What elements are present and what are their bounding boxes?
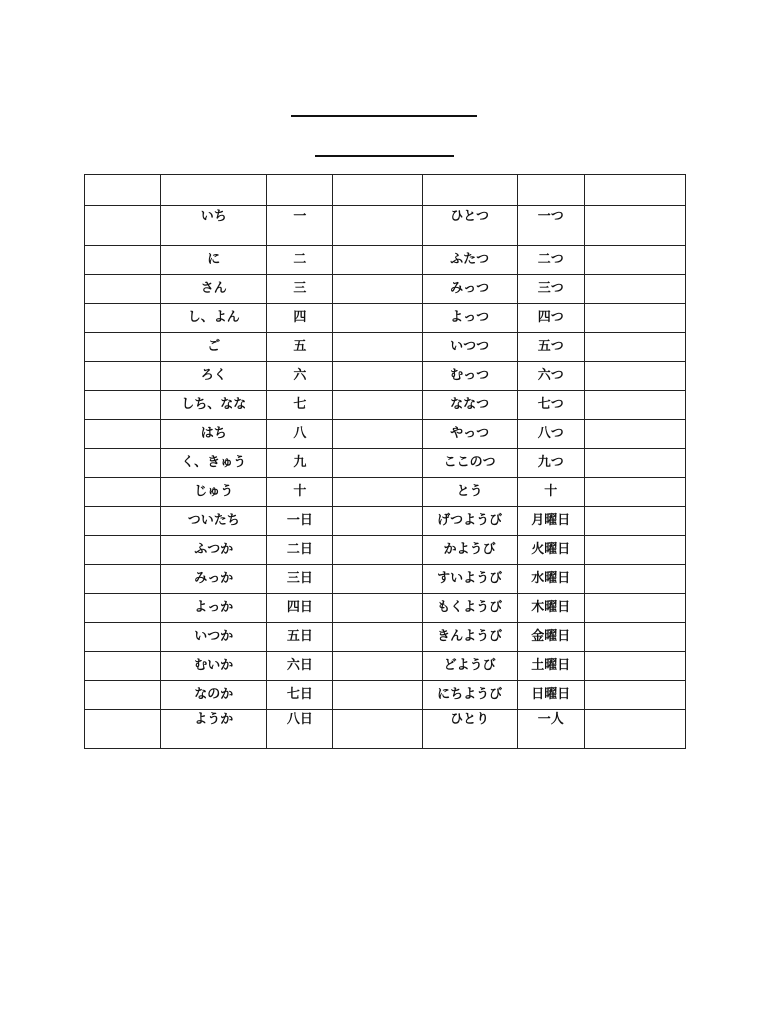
counter-reading-cell: むっつ: [422, 362, 517, 391]
kanji-cell: 二日: [267, 536, 333, 565]
blank-cell: [333, 478, 422, 507]
blank-cell: [333, 565, 422, 594]
counter-reading-cell: にちようび: [422, 681, 517, 710]
blank-cell: [85, 275, 161, 304]
blank-cell: [584, 536, 685, 565]
blank-cell: [333, 594, 422, 623]
counter-kanji-cell: 四つ: [517, 304, 584, 333]
blank-cell: [333, 275, 422, 304]
blank-cell: [584, 333, 685, 362]
table-row: [85, 507, 686, 536]
blank-cell: [584, 362, 685, 391]
reading-cell: しち、なな: [161, 391, 267, 420]
counter-kanji-cell: 日曜日: [517, 681, 584, 710]
reading-cell: さん: [161, 275, 267, 304]
blank-cell: [85, 478, 161, 507]
blank-cell: [584, 420, 685, 449]
kanji-cell: 四日: [267, 594, 333, 623]
kanji-cell: 五日: [267, 623, 333, 652]
table-row: [85, 710, 686, 749]
reading-cell: ようか: [161, 710, 267, 749]
reading-cell: し、よん: [161, 304, 267, 333]
kanji-cell: 二: [267, 246, 333, 275]
blank-cell: [85, 362, 161, 391]
blank-cell: [333, 246, 422, 275]
blank-cell: [85, 246, 161, 275]
reading-cell: いつか: [161, 623, 267, 652]
kanji-cell: 九: [267, 449, 333, 478]
table-row: [85, 333, 686, 362]
blank-cell: [584, 175, 685, 206]
blank-cell: [85, 175, 161, 206]
table-row: [85, 594, 686, 623]
table-row: [85, 246, 686, 275]
reading-cell: く、きゅう: [161, 449, 267, 478]
blank-cell: [584, 304, 685, 333]
counter-reading-cell: いつつ: [422, 333, 517, 362]
blank-cell: [85, 652, 161, 681]
counter-kanji-cell: 火曜日: [517, 536, 584, 565]
table-row: [85, 478, 686, 507]
table-row: [85, 449, 686, 478]
counter-reading-cell: よっつ: [422, 304, 517, 333]
blank-cell: [584, 623, 685, 652]
kanji-cell: 十: [267, 478, 333, 507]
counter-kanji-cell: 金曜日: [517, 623, 584, 652]
counter-reading-cell: かようび: [422, 536, 517, 565]
kanji-cell: 八: [267, 420, 333, 449]
reading-cell: に: [161, 246, 267, 275]
counter-reading-cell: みっつ: [422, 275, 517, 304]
table-row: [85, 623, 686, 652]
counter-kanji-cell: 五つ: [517, 333, 584, 362]
blank-cell: [333, 304, 422, 333]
reading-cell: ふつか: [161, 536, 267, 565]
table-row: [85, 565, 686, 594]
blank-cell: [333, 536, 422, 565]
reading-cell: はち: [161, 420, 267, 449]
counter-reading-cell: すいようび: [422, 565, 517, 594]
reading-cell: なのか: [161, 681, 267, 710]
counter-reading-cell: ななつ: [422, 391, 517, 420]
table-row: [85, 362, 686, 391]
counter-kanji-cell: 月曜日: [517, 507, 584, 536]
blank-cell: [85, 420, 161, 449]
kanji-cell: 一日: [267, 507, 333, 536]
blank-cell: [333, 362, 422, 391]
blank-cell: [584, 206, 685, 246]
vocabulary-table: [84, 174, 686, 749]
reading-cell: ご: [161, 333, 267, 362]
kanji-cell: 四: [267, 304, 333, 333]
blank-cell: [333, 333, 422, 362]
blank-cell: [333, 391, 422, 420]
counter-kanji-cell: 九つ: [517, 449, 584, 478]
blank-cell: [584, 594, 685, 623]
table-row: [85, 681, 686, 710]
reading-cell: よっか: [161, 594, 267, 623]
kanji-cell: 三日: [267, 565, 333, 594]
blank-cell: [584, 507, 685, 536]
kanji-cell: 七日: [267, 681, 333, 710]
blank-cell: [85, 333, 161, 362]
blank-cell: [333, 449, 422, 478]
table-row: [85, 391, 686, 420]
blank-cell: [85, 449, 161, 478]
blank-cell: [584, 565, 685, 594]
blank-cell: [333, 710, 422, 749]
table-row: [85, 652, 686, 681]
blank-cell: [85, 507, 161, 536]
counter-reading-cell: げつようび: [422, 507, 517, 536]
reading-cell: ろく: [161, 362, 267, 391]
blank-cell: [517, 175, 584, 206]
table-row: [85, 536, 686, 565]
counter-kanji-cell: 八つ: [517, 420, 584, 449]
counter-kanji-cell: 七つ: [517, 391, 584, 420]
counter-kanji-cell: 十: [517, 478, 584, 507]
title-underline-1: [291, 115, 477, 117]
blank-cell: [333, 206, 422, 246]
blank-cell: [85, 206, 161, 246]
reading-cell: じゅう: [161, 478, 267, 507]
blank-cell: [333, 681, 422, 710]
table-row: [85, 420, 686, 449]
counter-reading-cell: ひとり: [422, 710, 517, 749]
counter-reading-cell: ここのつ: [422, 449, 517, 478]
counter-kanji-cell: 木曜日: [517, 594, 584, 623]
kanji-cell: 一: [267, 206, 333, 246]
blank-cell: [333, 652, 422, 681]
counter-kanji-cell: 二つ: [517, 246, 584, 275]
kanji-cell: 七: [267, 391, 333, 420]
blank-cell: [584, 652, 685, 681]
blank-cell: [584, 681, 685, 710]
blank-cell: [333, 623, 422, 652]
blank-cell: [85, 391, 161, 420]
table-row: [85, 275, 686, 304]
reading-cell: ついたち: [161, 507, 267, 536]
counter-reading-cell: ひとつ: [422, 206, 517, 246]
blank-cell: [333, 175, 422, 206]
kanji-cell: 六日: [267, 652, 333, 681]
counter-kanji-cell: 一人: [517, 710, 584, 749]
table-row: [85, 206, 686, 246]
blank-cell: [584, 478, 685, 507]
counter-reading-cell: やっつ: [422, 420, 517, 449]
blank-cell: [584, 275, 685, 304]
kanji-cell: 六: [267, 362, 333, 391]
counter-kanji-cell: 一つ: [517, 206, 584, 246]
blank-cell: [584, 710, 685, 749]
counter-reading-cell: きんようび: [422, 623, 517, 652]
blank-cell: [85, 536, 161, 565]
blank-cell: [267, 175, 333, 206]
blank-cell: [422, 175, 517, 206]
blank-cell: [333, 507, 422, 536]
blank-cell: [85, 710, 161, 749]
blank-cell: [85, 681, 161, 710]
counter-kanji-cell: 土曜日: [517, 652, 584, 681]
counter-kanji-cell: 六つ: [517, 362, 584, 391]
kanji-cell: 五: [267, 333, 333, 362]
table-row: [85, 304, 686, 333]
counter-reading-cell: もくようび: [422, 594, 517, 623]
kanji-cell: 八日: [267, 710, 333, 749]
reading-cell: みっか: [161, 565, 267, 594]
kanji-cell: 三: [267, 275, 333, 304]
blank-cell: [333, 420, 422, 449]
blank-cell: [584, 246, 685, 275]
table-header-row: [85, 175, 686, 206]
blank-cell: [85, 304, 161, 333]
counter-reading-cell: どようび: [422, 652, 517, 681]
counter-reading-cell: とう: [422, 478, 517, 507]
counter-kanji-cell: 三つ: [517, 275, 584, 304]
blank-cell: [161, 175, 267, 206]
blank-cell: [85, 565, 161, 594]
blank-cell: [584, 449, 685, 478]
blank-cell: [85, 623, 161, 652]
blank-cell: [584, 391, 685, 420]
reading-cell: むいか: [161, 652, 267, 681]
counter-reading-cell: ふたつ: [422, 246, 517, 275]
blank-cell: [85, 594, 161, 623]
reading-cell: いち: [161, 206, 267, 246]
subtitle-underline: [315, 155, 454, 157]
counter-kanji-cell: 水曜日: [517, 565, 584, 594]
